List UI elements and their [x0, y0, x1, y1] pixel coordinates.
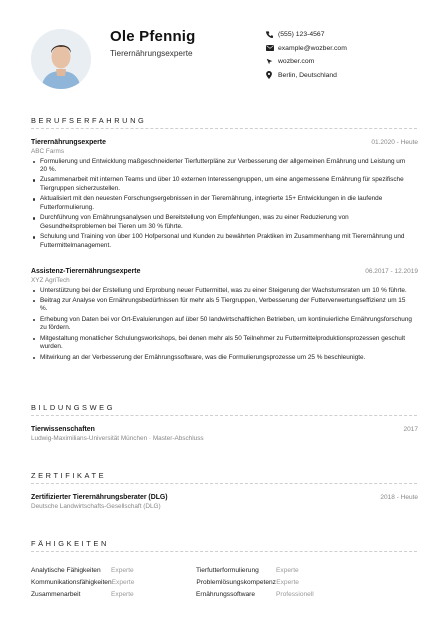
- contact-phone: [266, 28, 347, 42]
- skill-name: Analytische Fähigkeiten: [31, 566, 101, 574]
- skill-level: Experte: [111, 591, 134, 599]
- certificate-issuer: Deutsche Landwirtschafts-Gesellschaft (DLG): [31, 502, 161, 510]
- email-icon: [266, 45, 278, 51]
- bullet-item: Zusammenarbeit mit internen Teams und über 10 externen Interessengruppen, um eine angemessene Ernährung für spezifische Tiergruppen sicherzustellen.: [40, 176, 418, 193]
- bullet-item: Mitgestaltung monatlicher Schulungsworkshops, bei denen mehr als 50 Teilnehmer zu Futtermittelproduktionsprozessen geschult wurden.: [40, 335, 418, 352]
- skills-grid: [31, 564, 361, 601]
- contact-list: [266, 28, 347, 82]
- experience-item: [31, 139, 418, 252]
- job-bullets: [31, 158, 418, 251]
- bullet-item: Schulung und Training von über 100 Hofpersonal und Kunden zu bewährten Praktiken im Zusammenhang mit Tierernährung und Futtermittelmanagement.: [40, 233, 418, 250]
- bullet-item: Beitrag zur Analyse von Ernährungsbedürfnissen für mehr als 5 Tiergruppen, Verbesserung der Futterverwertungseffizienz um 15 %.: [40, 297, 418, 314]
- section-heading-experience: BERUFSERFAHRUNG: [31, 116, 147, 125]
- section-divider: [31, 128, 417, 129]
- skill-level: Experte: [276, 578, 299, 586]
- skill-name: Ernährungssoftware: [196, 591, 256, 599]
- contact-email[interactable]: [266, 42, 347, 56]
- candidate-title: Tierernährungsexperte: [110, 49, 193, 58]
- bullet-item: Mitwirkung an der Verbesserung der Ernährungssoftware, was die Formulierungsprozesse um 25 % beschleunigte.: [40, 354, 418, 363]
- skills-row: [31, 589, 361, 601]
- contact-location-text: Berlin, Deutschland: [278, 71, 337, 79]
- avatar: [31, 29, 91, 89]
- contact-website[interactable]: [266, 55, 347, 69]
- job-title: Assistenz-Tierernährungsexperte: [31, 268, 141, 275]
- bullet-item: Unterstützung bei der Erstellung und Erprobung neuer Futtermittel, was zu einer Steigerung der Wachstumsraten um 10 % führte.: [40, 287, 418, 296]
- education-date: 2017: [403, 426, 418, 433]
- job-title: Tierernährungsexperte: [31, 139, 106, 146]
- skill-name: Kommunikationsfähigkeiten: [31, 578, 112, 586]
- contact-phone-text: (555) 123-4567: [278, 31, 325, 39]
- skills-row: [31, 576, 361, 588]
- contact-website-text: wozber.com: [278, 58, 315, 66]
- skill-name: Zusammenarbeit: [31, 591, 81, 599]
- profile-photo: [31, 29, 91, 89]
- certificate-title: Zertifizierter Tierernährungsberater (DLG): [31, 494, 168, 501]
- certificate-date: 2018 - Heute: [380, 494, 418, 501]
- skill-level: Professionell: [276, 591, 314, 599]
- phone-icon: [266, 31, 278, 38]
- contact-location: [266, 69, 347, 83]
- education-institution: Ludwig-Maximilians-Universität München · Master-Abschluss: [31, 434, 204, 442]
- education-item: [31, 426, 418, 442]
- section-heading-certificates: ZERTIFIKATE: [31, 471, 107, 480]
- skill-name: Problemlösungskompetenz: [196, 578, 276, 586]
- job-company: ABC Farms: [31, 147, 65, 155]
- section-divider: [31, 415, 417, 416]
- education-degree: Tierwissenschaften: [31, 426, 95, 433]
- skills-row: [31, 564, 361, 576]
- experience-item: [31, 268, 418, 364]
- job-company: XYZ AgriTech: [31, 276, 70, 284]
- job-bullets: [31, 287, 418, 363]
- link-icon: [266, 58, 278, 65]
- bullet-item: Durchführung von Ernährungsanalysen und Bereitstellung von Empfehlungen, was zu einer Reduzierung von Gesundheitsproblemen bei Tieren um 30 % führte.: [40, 214, 418, 231]
- bullet-item: Aktualisiert mit den neuesten Forschungsergebnissen in der Tierernährung, integrierte 15+ Entwicklungen in die laufende Futterformulierung.: [40, 195, 418, 212]
- section-divider: [31, 551, 417, 552]
- skill-level: Experte: [276, 566, 299, 574]
- job-date: 06.2017 - 12.2019: [365, 268, 418, 275]
- candidate-name: Ole Pfennig: [110, 28, 196, 45]
- location-icon: [266, 71, 278, 79]
- skill-name: Tierfutterformulierung: [196, 566, 259, 574]
- skill-level: Experte: [111, 578, 135, 586]
- section-heading-education: BILDUNGSWEG: [31, 403, 116, 412]
- skill-level: Experte: [111, 566, 134, 574]
- job-date: 01.2020 - Heute: [371, 139, 418, 146]
- bullet-item: Erhebung von Daten bei vor Ort-Evaluierungen auf über 50 landwirtschaftlichen Betrieben, um kontinuierliche Ernährungsforschung zu fördern.: [40, 316, 418, 333]
- contact-email-text: example@wozber.com: [278, 44, 347, 52]
- certificate-item: [31, 494, 418, 510]
- section-divider: [31, 483, 417, 484]
- section-heading-skills: FÄHIGKEITEN: [31, 539, 109, 548]
- bullet-item: Formulierung und Entwicklung maßgeschneiderter Tierfutterpläne zur Verbesserung der allgemeinen Ernährung und Leistung um 20 %.: [40, 158, 418, 175]
